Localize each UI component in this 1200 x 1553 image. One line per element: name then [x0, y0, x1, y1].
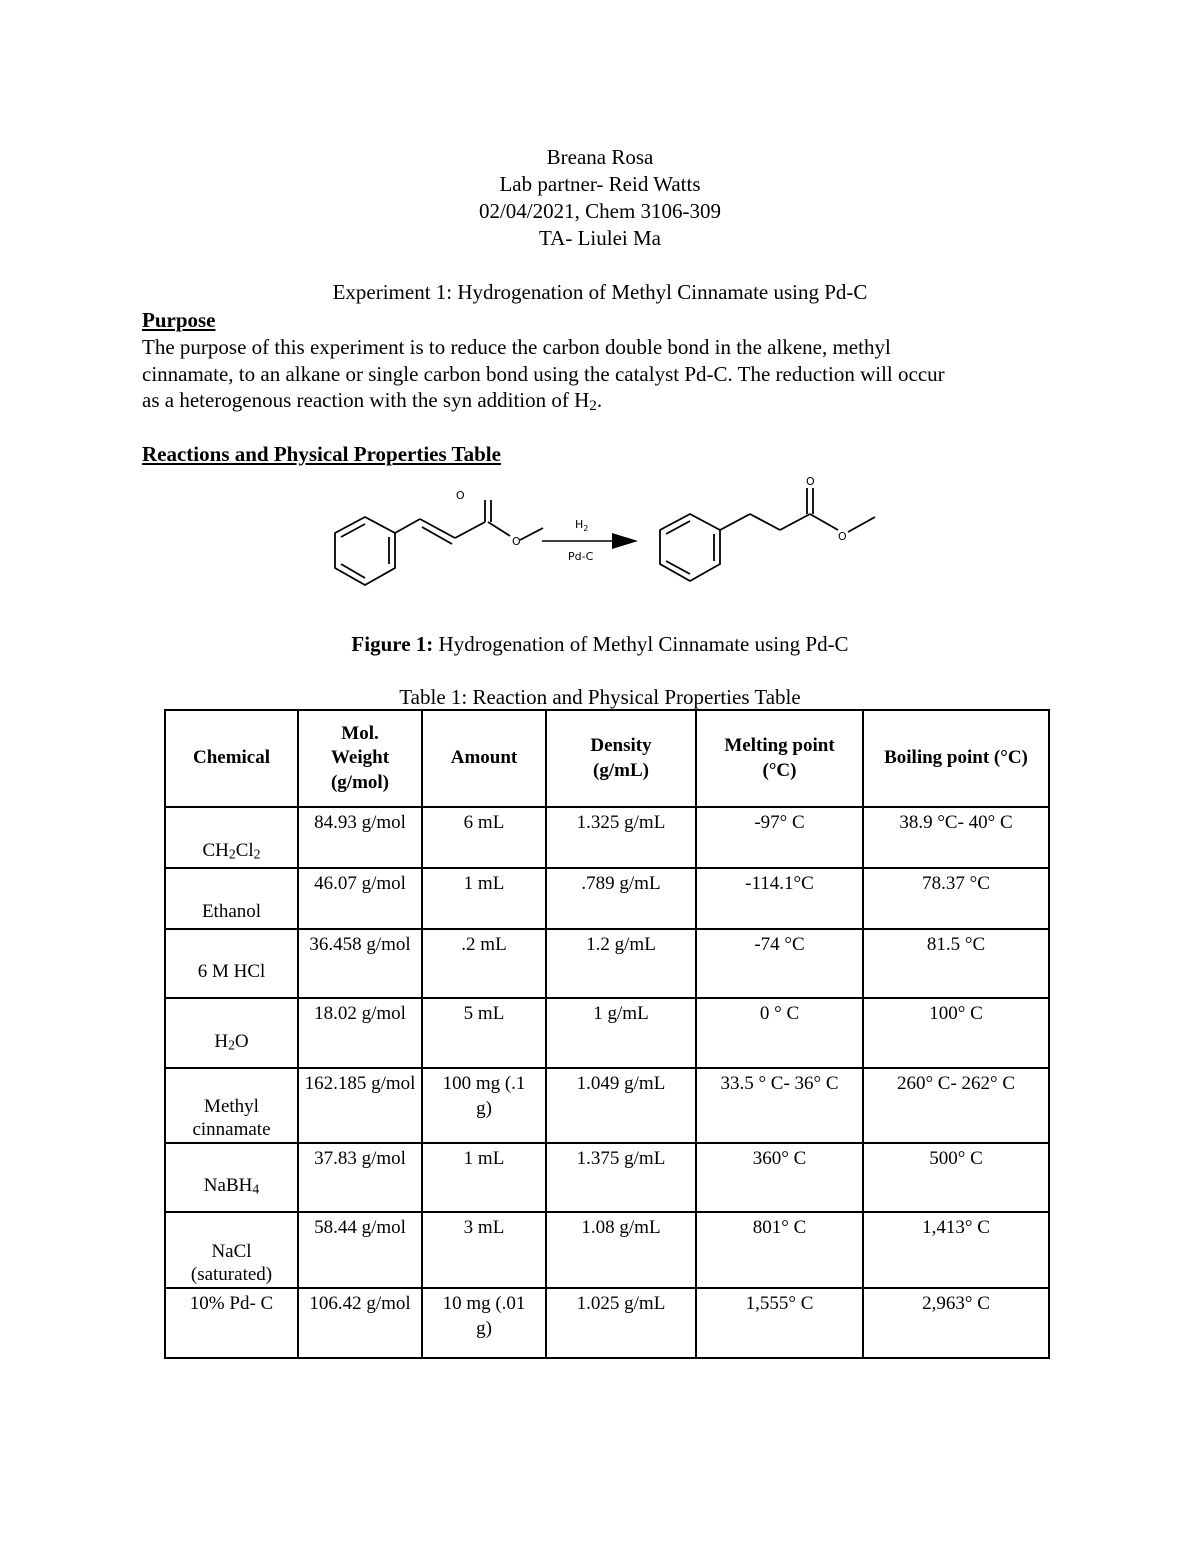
carbonyl-oxygen-label-1: O [456, 489, 465, 502]
figure-label: Figure 1: [351, 632, 434, 656]
cell-melting-point: 1,555° C [696, 1288, 863, 1358]
cell-melting-point: -97° C [696, 807, 863, 868]
cell-amount: 100 mg (.1 g) [422, 1068, 546, 1143]
reagent-pd-c: Pd-C [568, 550, 594, 563]
table-caption: Table 1: Reaction and Physical Properties Table [399, 685, 801, 709]
purpose-line-1: The purpose of this experiment is to reduce the carbon double bond in the alkene, methyl [142, 335, 891, 359]
header-boiling-point: Boiling point (°C) [863, 710, 1049, 807]
reactions-heading: Reactions and Physical Properties Table [142, 442, 501, 466]
cell-boiling-point: 81.5 °C [863, 929, 1049, 998]
purpose-line-3-end: . [596, 388, 603, 412]
table-row [165, 807, 1049, 868]
table-row [165, 1068, 1049, 1143]
table-row [165, 929, 1049, 998]
purpose-subscript: 2 [589, 398, 597, 415]
cell-mol-weight: 37.83 g/mol [298, 1143, 422, 1212]
purpose-line-2: cinnamate, to an alkane or single carbon bond using the catalyst Pd-C. The reduction will occur [142, 361, 945, 386]
cell-chemical: NaCl (saturated) [165, 1212, 298, 1288]
header-amount: Amount [422, 710, 546, 807]
teaching-assistant: TA- Liulei Ma [539, 226, 661, 250]
cell-mol-weight: 18.02 g/mol [298, 998, 422, 1068]
cell-amount: .2 mL [422, 929, 546, 998]
purpose-line-3 [142, 387, 1052, 414]
cell-boiling-point: 38.9 °C- 40° C [863, 807, 1049, 868]
header-density: Density (g/mL) [546, 710, 696, 807]
cell-chemical: 10% Pd- C [165, 1288, 298, 1358]
cell-chemical: NaBH$_4$ [165, 1143, 298, 1212]
cell-density: 1.049 g/mL [546, 1068, 696, 1143]
cell-boiling-point: 260° C- 262° C [863, 1068, 1049, 1143]
cell-amount: 1 mL [422, 868, 546, 929]
author-name: Breana Rosa [546, 145, 654, 169]
cell-density: 1.375 g/mL [546, 1143, 696, 1212]
table-row [165, 1212, 1049, 1288]
cell-amount: 6 mL [422, 807, 546, 868]
table-header-row [165, 710, 1049, 807]
cell-density: 1.08 g/mL [546, 1212, 696, 1288]
purpose-heading: Purpose [142, 308, 216, 332]
cell-chemical: 6 M HCl [165, 929, 298, 998]
cell-amount: 10 mg (.01 g) [422, 1288, 546, 1358]
cell-density: 1.325 g/mL [546, 807, 696, 868]
physical-properties-table [164, 709, 1050, 1359]
cell-mol-weight: 84.93 g/mol [298, 807, 422, 868]
figure-caption-text: Hydrogenation of Methyl Cinnamate using Pd-C [433, 632, 849, 656]
cell-density: 1.2 g/mL [546, 929, 696, 998]
table-row [165, 998, 1049, 1068]
table-row [165, 1143, 1049, 1212]
figure-caption [0, 631, 1200, 658]
carbonyl-oxygen-label-2: O [806, 475, 815, 488]
cell-chemical: $H_2O$ [165, 998, 298, 1068]
purpose-paragraph [142, 334, 1052, 414]
cell-chemical: Methyl cinnamate [165, 1068, 298, 1143]
cell-boiling-point: 78.37 °C [863, 868, 1049, 929]
date-course: 02/04/2021, Chem 3106-309 [478, 199, 722, 223]
table-row [165, 1288, 1049, 1358]
cell-density: 1 g/mL [546, 998, 696, 1068]
purpose-line-3-text: as a heterogenous reaction with the syn addition of H [142, 388, 590, 412]
cell-mol-weight: 106.42 g/mol [298, 1288, 422, 1358]
cell-melting-point: 360° C [696, 1143, 863, 1212]
cell-melting-point: -74 °C [696, 929, 863, 998]
cell-boiling-point: 2,963° C [863, 1288, 1049, 1358]
cell-melting-point: 0 ° C [696, 998, 863, 1068]
ester-oxygen-label-1: O [512, 535, 521, 548]
header-mol-weight: Mol. Weight (g/mol) [298, 710, 422, 807]
cell-boiling-point: 500° C [863, 1143, 1049, 1212]
header-chemical: Chemical [165, 710, 298, 807]
table-row [165, 868, 1049, 929]
cell-melting-point: 801° C [696, 1212, 863, 1288]
cell-chemical: Ethanol [165, 868, 298, 929]
cell-melting-point: 33.5 ° C- 36° C [696, 1068, 863, 1143]
header-melting-point: Melting point (°C) [696, 710, 863, 807]
ester-oxygen-label-2: O [838, 530, 847, 543]
cell-chemical: $CH_2Cl_2$ [165, 807, 298, 868]
lab-partner: Lab partner- Reid Watts [499, 172, 701, 196]
reagent-h2: $H_2$ [575, 518, 589, 533]
cell-boiling-point: 1,413° C [863, 1212, 1049, 1288]
experiment-title: Experiment 1: Hydrogenation of Methyl Cinnamate using Pd-C [332, 280, 868, 304]
cell-mol-weight: 162.185 g/mol [298, 1068, 422, 1143]
cell-density: 1.025 g/mL [546, 1288, 696, 1358]
cell-boiling-point: 100° C [863, 998, 1049, 1068]
reaction-scheme-diagram [290, 470, 890, 610]
cell-amount: 5 mL [422, 998, 546, 1068]
cell-mol-weight: 46.07 g/mol [298, 868, 422, 929]
cell-amount: 3 mL [422, 1212, 546, 1288]
cell-mol-weight: 58.44 g/mol [298, 1212, 422, 1288]
cell-amount: 1 mL [422, 1143, 546, 1212]
cell-mol-weight: 36.458 g/mol [298, 929, 422, 998]
cell-melting-point: -114.1°C [696, 868, 863, 929]
reaction-arrow [542, 533, 638, 549]
cell-density: .789 g/mL [546, 868, 696, 929]
